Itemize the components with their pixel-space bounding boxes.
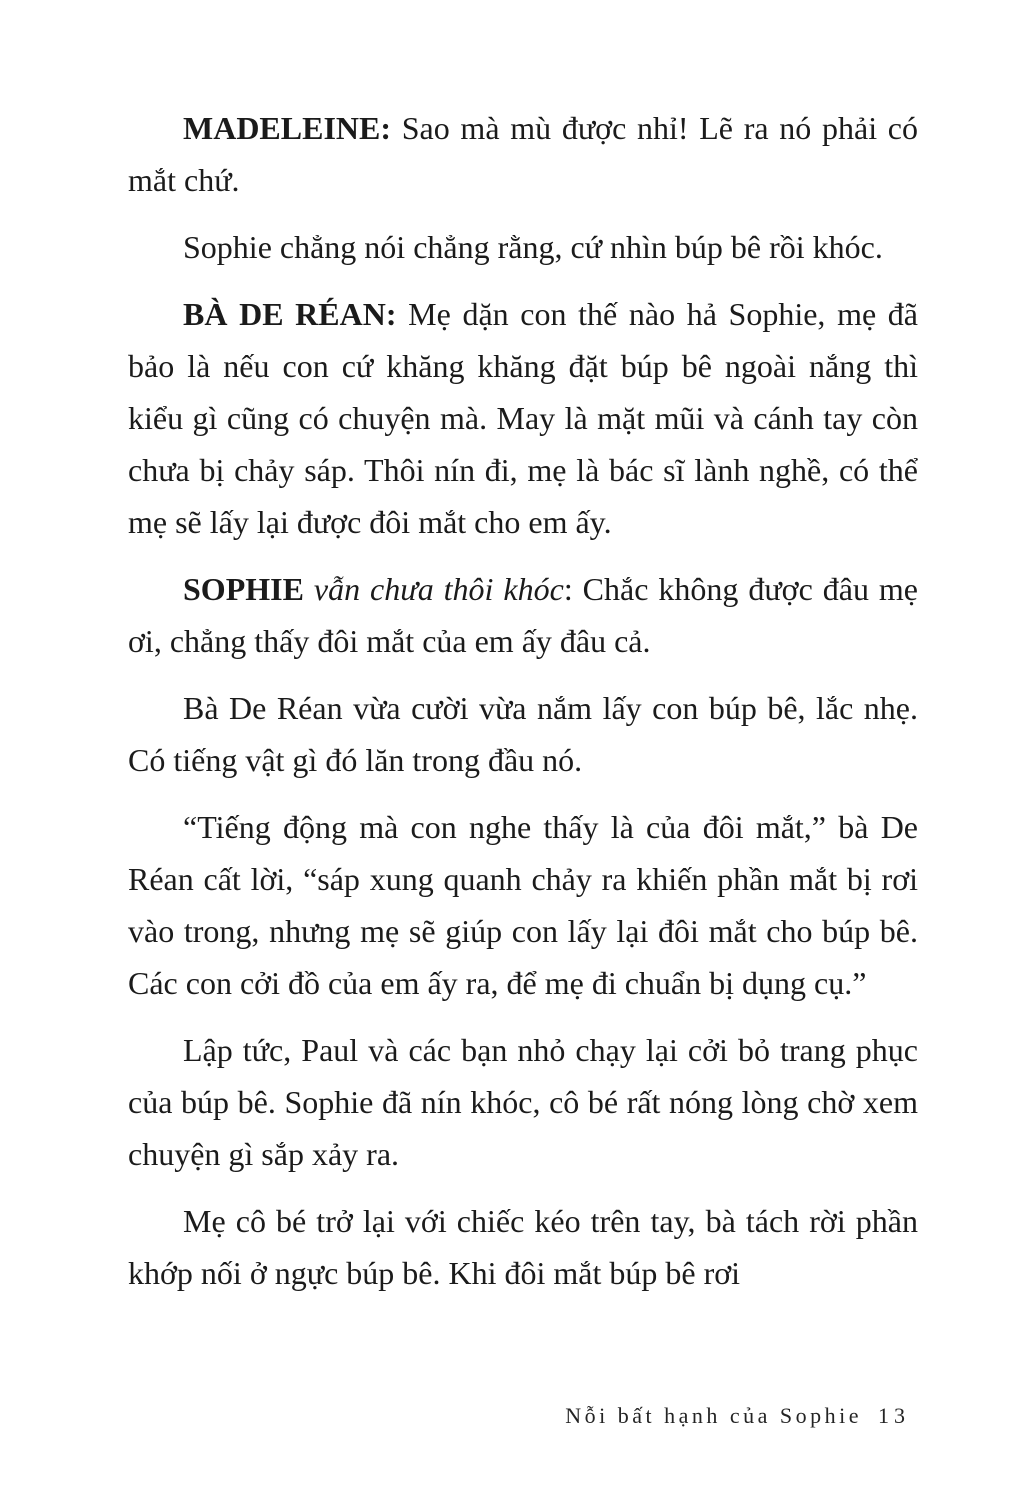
text-segment: MADELEINE: <box>183 110 392 146</box>
text-segment: Mẹ dặn con thế nào hả Sophie, mẹ đã bảo là nếu con cứ khăng khăng đặt búp bê ngoài nắng thì kiểu gì cũng có chuyện mà. May là mặt mũi và cánh tay còn chưa bị chảy sáp. Thôi nín đi, mẹ là bác sĩ lành nghề, có thể mẹ sẽ lấy lại được đôi mắt cho em ấy. <box>128 296 919 540</box>
paragraph <box>128 221 918 273</box>
paragraph <box>128 563 918 667</box>
paragraph <box>128 1024 918 1180</box>
page-number: 13 <box>878 1403 910 1428</box>
text-segment: : Chắc không được đâu mẹ ơi, chẳng thấy đôi mắt của em ấy đâu cả. <box>128 571 919 659</box>
text-segment: Mẹ cô bé trở lại với chiếc kéo trên tay, bà tách rời phần khớp nối ở ngực búp bê. Khi đôi mắt búp bê rơi <box>128 1203 918 1291</box>
paragraph <box>128 801 918 1009</box>
text-segment: Bà De Réan vừa cười vừa nắm lấy con búp bê, lắc nhẹ. Có tiếng vật gì đó lăn trong đầu nó. <box>128 690 918 778</box>
paragraph <box>128 1195 918 1299</box>
text-segment: Lập tức, Paul và các bạn nhỏ chạy lại cởi bỏ trang phục của búp bê. Sophie đã nín khóc, cô bé rất nóng lòng chờ xem chuyện gì sắp xảy ra. <box>128 1032 918 1172</box>
paragraph <box>128 682 918 786</box>
text-segment: Sao mà mù được nhỉ! Lẽ ra nó phải có mắt chứ. <box>128 110 918 198</box>
text-segment: vẫn chưa thôi khóc <box>303 571 564 607</box>
text-segment: SOPHIE <box>183 571 304 607</box>
page-text-content <box>128 102 918 1314</box>
text-segment: BÀ DE RÉAN: <box>183 296 397 332</box>
paragraph <box>128 102 918 206</box>
running-title: Nỗi bất hạnh của Sophie <box>565 1403 862 1428</box>
text-segment: Sophie chẳng nói chẳng rằng, cứ nhìn búp bê rồi khóc. <box>183 229 883 265</box>
text-segment: “Tiếng động mà con nghe thấy là của đôi mắt,” bà De Réan cất lời, “sáp xung quanh chảy ra khiến phần mắt bị rơi vào trong, nhưng mẹ sẽ giúp con lấy lại đôi mắt cho búp bê. Các con cởi đồ của em ấy ra, để mẹ đi chuẩn bị dụng cụ.” <box>128 809 918 1001</box>
paragraph <box>128 288 918 548</box>
page-footer <box>565 1401 910 1431</box>
